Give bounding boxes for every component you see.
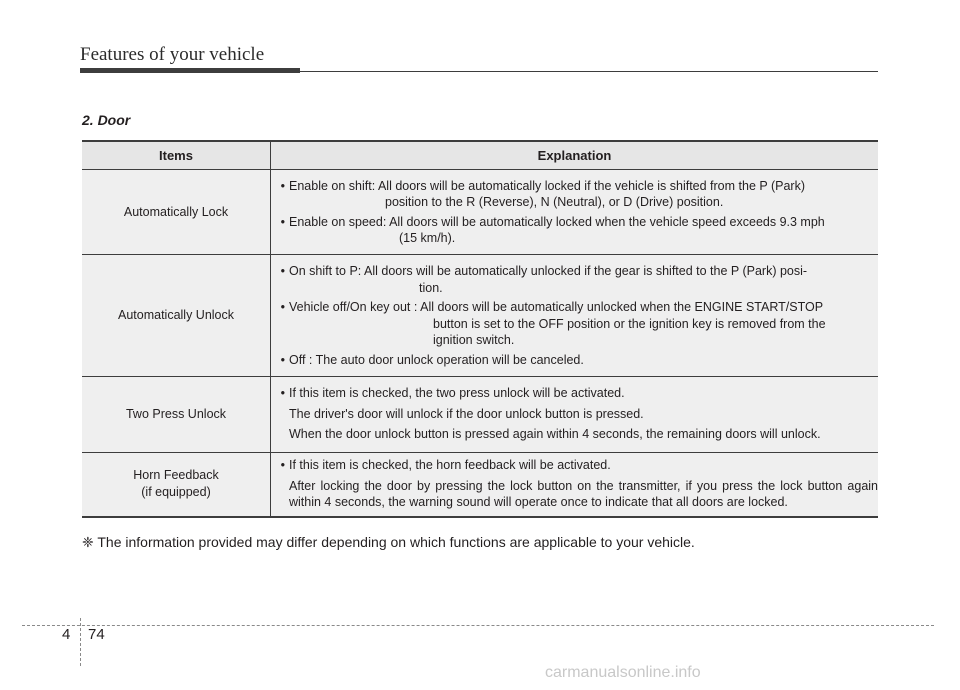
list-item	[271, 385, 878, 402]
bullet-text: Enable on shift: All doors will be automatically locked if the vehicle is shifted from the P (Park)	[289, 178, 805, 193]
bullet-text: Vehicle off/On key out : All doors will be automatically unlocked when the ENGINE START/STOP	[289, 300, 824, 314]
bullet-continuation: ignition switch.	[433, 333, 515, 347]
bullet-text: Off : The auto door unlock operation will be canceled.	[289, 352, 584, 367]
note-text: The information provided may differ depending on which functions are applicable to your vehicle.	[97, 534, 695, 550]
explanation-paragraph: The driver's door will unlock if the door unlock button is pressed.	[289, 406, 644, 421]
bullet-icon: •	[280, 352, 285, 367]
bullet-icon: •	[280, 214, 285, 229]
bullet-icon: •	[280, 458, 285, 472]
explanation-cell	[271, 255, 879, 377]
bullet-continuation: tion.	[419, 280, 443, 295]
item-label: Horn Feedback	[133, 468, 219, 483]
item-qualifier: (if equipped)	[141, 485, 211, 500]
list-item	[271, 352, 878, 369]
list-item	[271, 263, 878, 296]
door-features-table	[82, 140, 878, 518]
list-item	[271, 457, 878, 474]
section-title: 2. Door	[82, 112, 131, 128]
bullet-continuation: (15 km/h).	[399, 231, 456, 245]
note-symbol-icon: ❈	[82, 534, 94, 550]
list-item	[271, 178, 878, 211]
explanation-cell	[271, 377, 879, 453]
bullet-icon: •	[280, 386, 285, 401]
table-row	[82, 453, 878, 517]
table-header-row	[82, 141, 878, 170]
footer-dashed-divider	[80, 618, 81, 666]
list-item	[271, 214, 878, 247]
bullet-icon: •	[280, 300, 285, 314]
bullet-text: If this item is checked, the horn feedback will be activated.	[289, 458, 611, 472]
table-row	[82, 377, 878, 453]
explanation-paragraph: After locking the door by pressing the lock button on the transmitter, if you press the lock button again within 4 seconds, the warning sound will operate once to indicate that all doors are locked.	[289, 478, 878, 509]
explanation-paragraph: When the door unlock button is pressed again within 4 seconds, the remaining doors will unlock.	[289, 427, 821, 442]
item-cell	[82, 453, 271, 517]
bullet-continuation: button is set to the OFF position or the ignition key is removed from the	[433, 316, 826, 331]
bullet-continuation: position to the R (Reverse), N (Neutral), or D (Drive) position.	[385, 195, 724, 209]
header-rule-thick	[80, 68, 300, 73]
bullet-text: If this item is checked, the two press unlock will be activated.	[289, 386, 625, 401]
bullet-icon: •	[280, 264, 285, 278]
bullet-text: On shift to P: All doors will be automatically unlocked if the gear is shifted to the P (Park) posi-	[289, 264, 808, 278]
table-row	[82, 170, 878, 255]
chapter-number: 4	[62, 626, 71, 643]
bullet-text: Enable on speed: All doors will be automatically locked when the vehicle speed exceeds 9.3 mph	[289, 214, 825, 229]
info-note	[82, 534, 695, 551]
item-cell: Automatically Lock	[82, 170, 271, 255]
item-cell: Automatically Unlock	[82, 255, 271, 377]
table-row	[82, 255, 878, 377]
explanation-cell	[271, 170, 879, 255]
column-header-explanation: Explanation	[271, 141, 879, 170]
explanation-cell	[271, 453, 879, 517]
page-number: 74	[88, 626, 105, 643]
column-header-items: Items	[82, 141, 271, 170]
watermark: carmanualsonline.info	[545, 664, 701, 681]
footer-dashed-rule	[22, 625, 934, 626]
bullet-icon: •	[280, 178, 285, 193]
list-item	[271, 299, 878, 349]
header-rule-thin	[300, 71, 878, 72]
page-header-title: Features of your vehicle	[80, 44, 265, 65]
item-cell: Two Press Unlock	[82, 377, 271, 453]
